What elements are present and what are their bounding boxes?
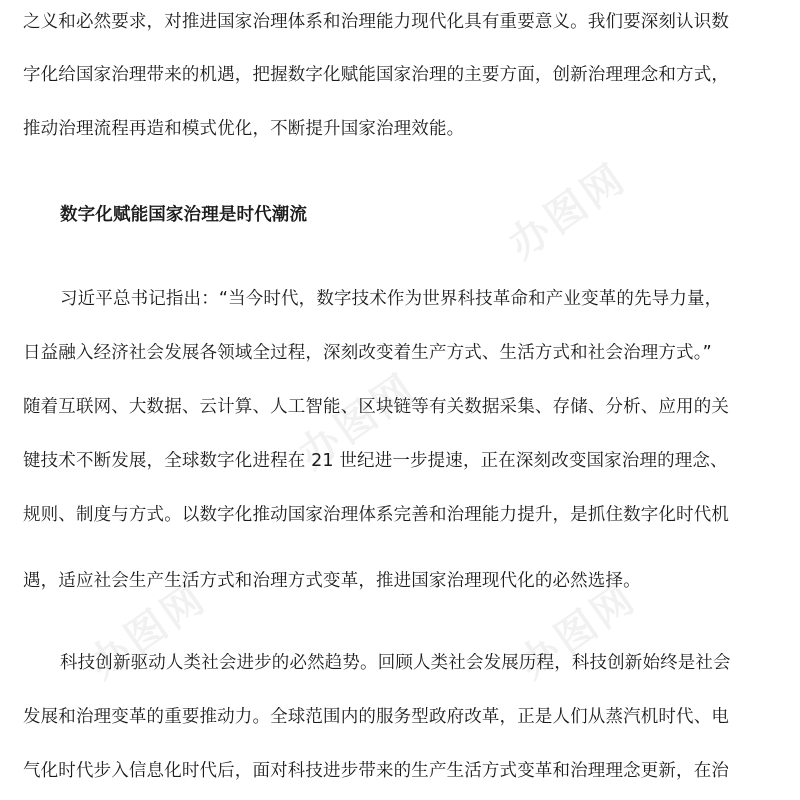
paragraph-line: 遇，适应社会生产生活方式和治理方式变革，推进国家治理现代化的必然选择。 (23, 571, 641, 591)
watermark: 办图网 (290, 364, 426, 479)
watermark: 办图网 (510, 574, 646, 689)
watermark: 办图网 (500, 154, 636, 269)
paragraph-line: 发展和治理变革的重要推动力。全球范围内的服务型政府改革，正是人们从蒸汽机时代、电 (23, 707, 729, 727)
paragraph-line: 键技术不断发展，全球数字化进程在 21 世纪进一步提速，正在深刻改变国家治理的理念、 (23, 451, 728, 471)
paragraph-line: 之义和必然要求，对推进国家治理体系和治理能力现代化具有重要意义。我们要深刻认识数 (23, 12, 729, 32)
paragraph-line: 规则、制度与方式。以数字化推动国家治理体系完善和治理能力提升，是抓住数字化时代机 (23, 505, 729, 525)
paragraph-line: 字化给国家治理带来的机遇，把握数字化赋能国家治理的主要方面，创新治理理念和方式， (23, 65, 729, 85)
paragraph-line: 习近平总书记指出：“当今时代，数字技术作为世界科技革命和产业变革的先导力量， (60, 289, 723, 309)
paragraph-line: 科技创新驱动人类社会进步的必然趋势。回顾人类社会发展历程，科技创新始终是社会 (60, 653, 731, 673)
paragraph-line: 日益融入经济社会发展各领域全过程，深刻改变着生产方式、生活方式和社会治理方式。” (23, 343, 712, 363)
paragraph-line: 随着互联网、大数据、云计算、人工智能、区块链等有关数据采集、存储、分析、应用的关 (23, 397, 729, 417)
paragraph-line: 推动治理流程再造和模式优化，不断提升国家治理效能。 (23, 119, 465, 139)
watermark: 办图网 (80, 574, 216, 689)
paragraph-line: 气化时代步入信息化时代后，面对科技进步带来的生产生活方式变革和治理理念更新，在治 (23, 761, 729, 781)
section-heading: 数字化赋能国家治理是时代潮流 (60, 205, 308, 225)
